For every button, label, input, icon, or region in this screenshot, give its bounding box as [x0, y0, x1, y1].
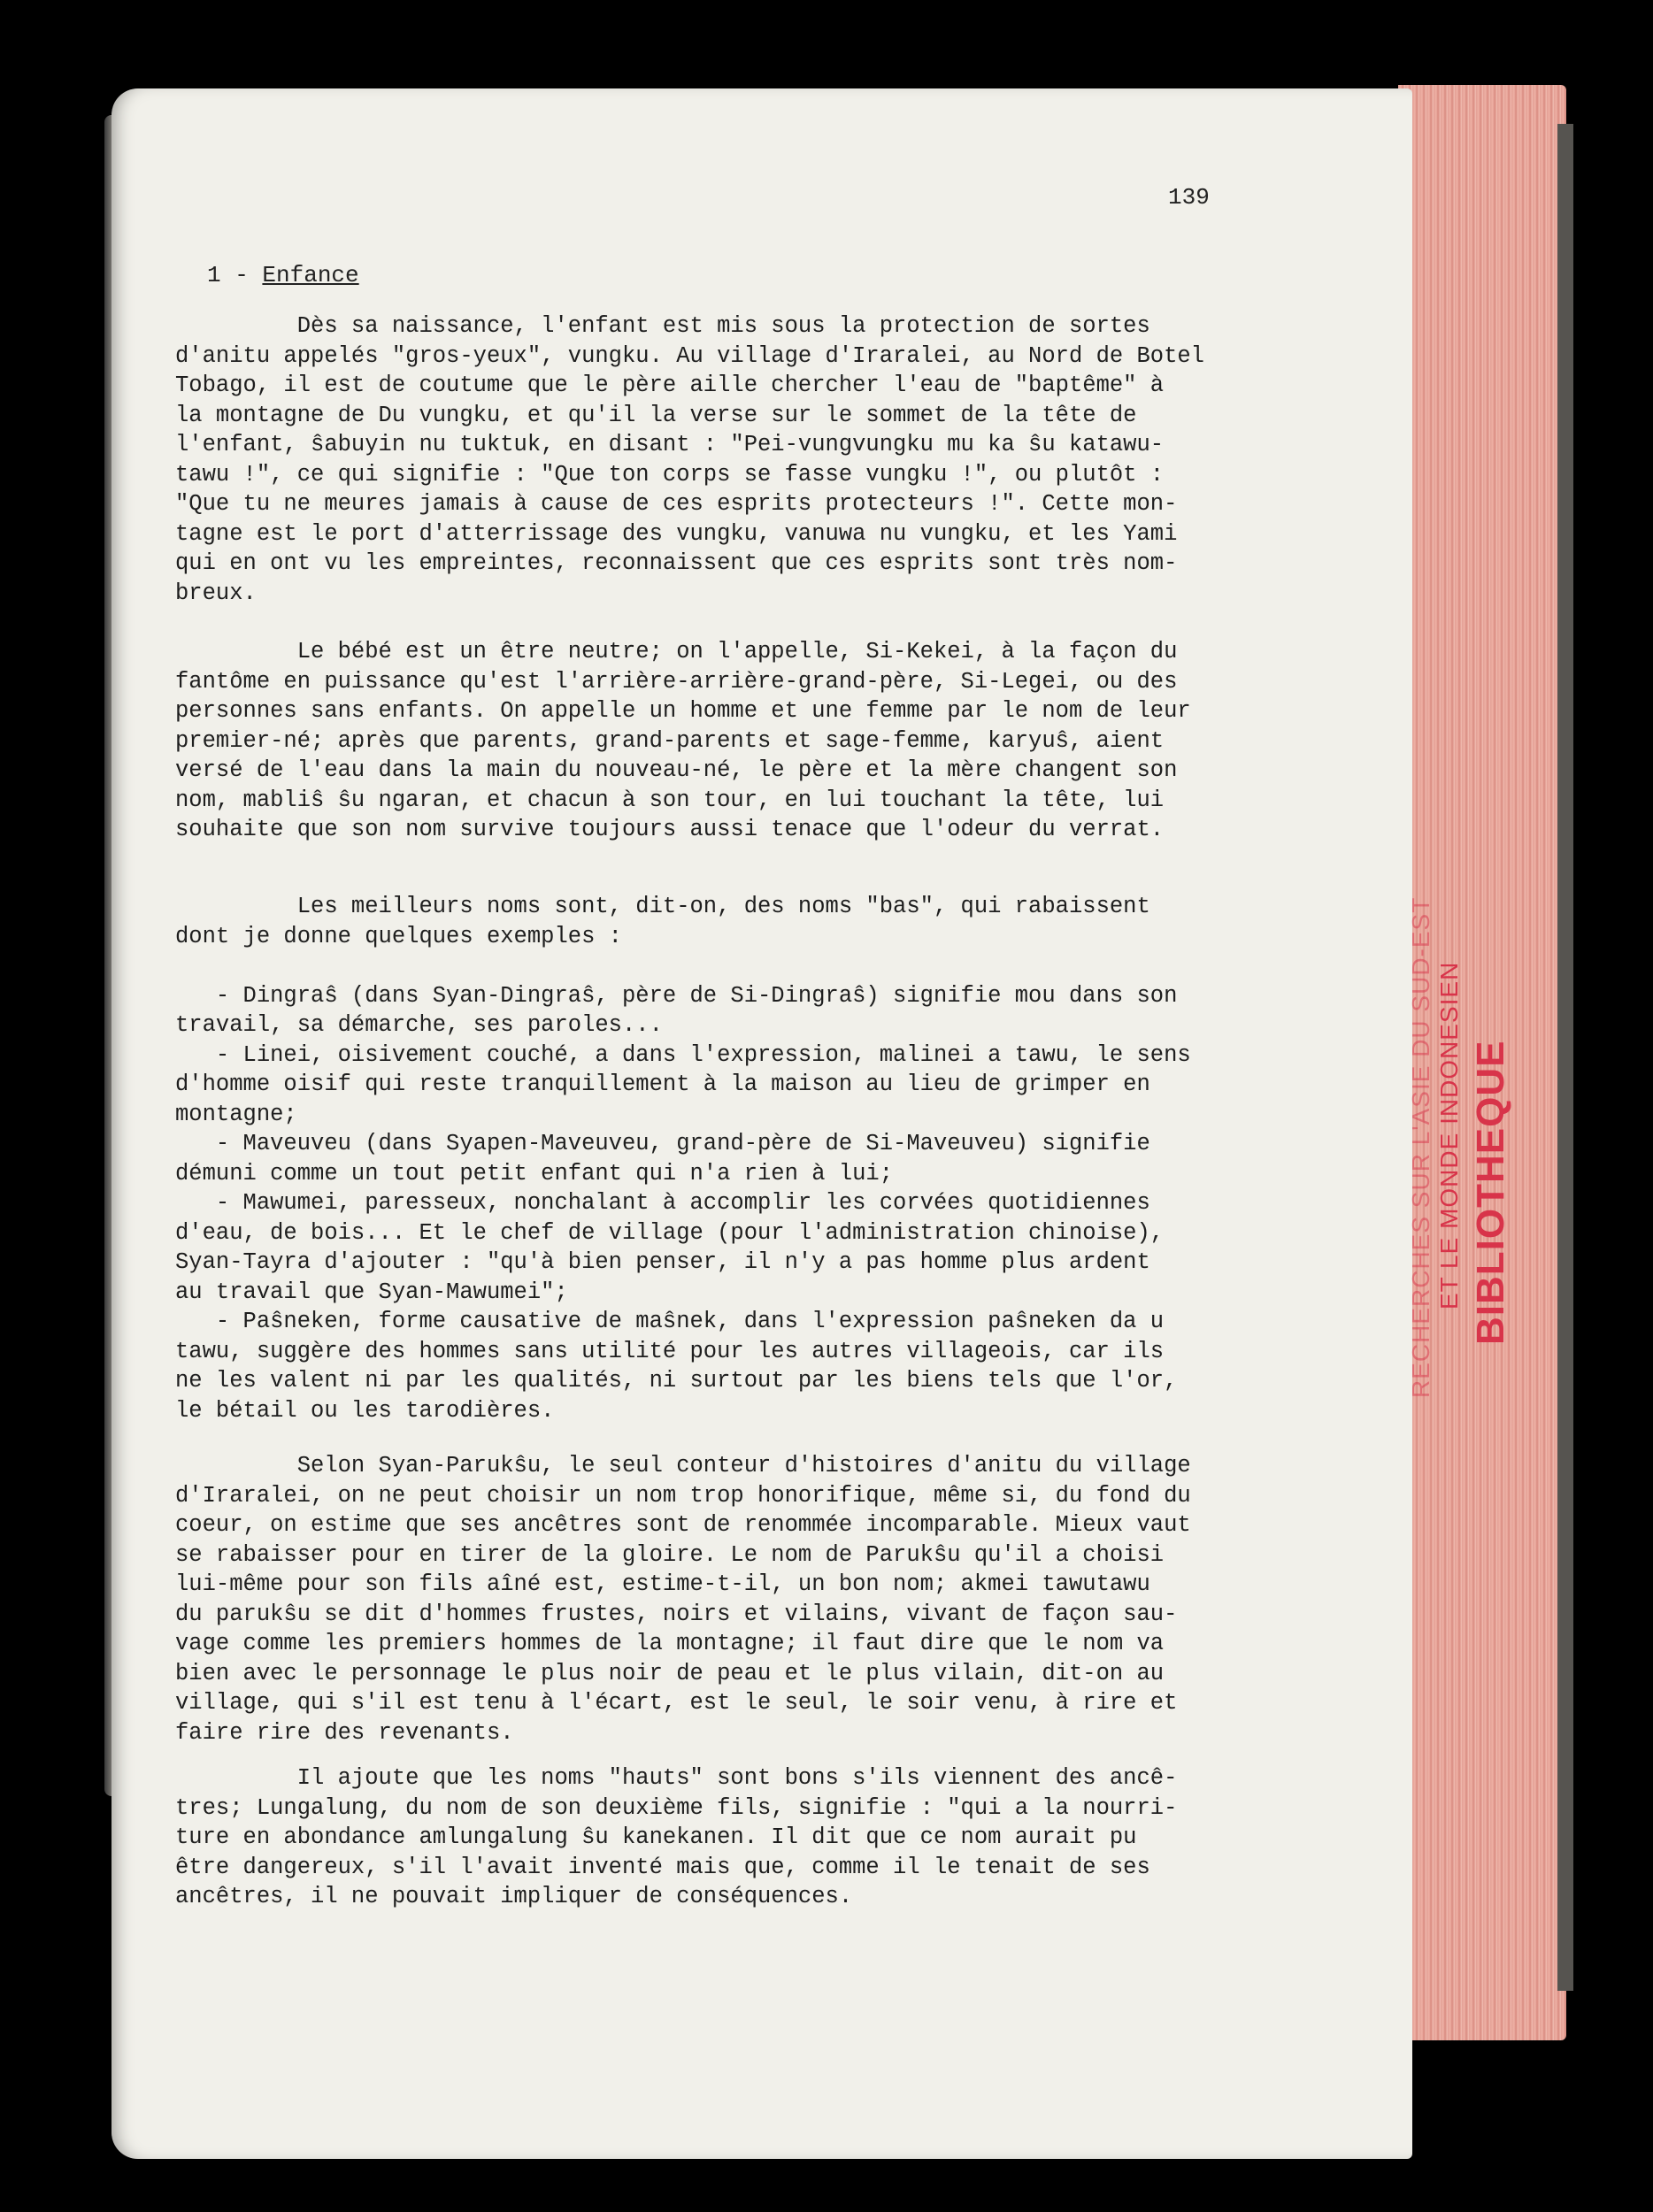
- text-line: breux.: [175, 580, 257, 606]
- text-line: versé de l'eau dans la main du nouveau-né, le père et la mère changent son: [175, 757, 1178, 783]
- text-line: d'eau, de bois... Et le chef de village (pour l'administration chinoise),: [175, 1219, 1165, 1246]
- text-line: - Linei, oisivement couché, a dans l'expression, malinei a tawu, le sens: [175, 1041, 1191, 1068]
- stamp-line-3: BIBLIOTHEQUE: [1469, 1040, 1512, 1345]
- text-line: - Paŝneken, forme causative de maŝnek, dans l'expression paŝneken da u: [175, 1309, 1165, 1334]
- text-line: l'enfant, ŝabuyin nu tuktuk, en disant : "Pei-vungvungku mu ka ŝu katawu-: [175, 432, 1165, 457]
- text-line: bien avec le personnage le plus noir de peau et le plus vilain, dit-on au: [175, 1660, 1165, 1686]
- page-number: 139: [1168, 184, 1210, 211]
- paragraph-5: [175, 1763, 1281, 1912]
- text-line: souhaite que son nom survive toujours aussi tenace que l'odeur du verrat.: [175, 817, 1165, 842]
- text-line: tagne est le port d'atterrissage des vungku, vanuwa nu vungku, et les Yami: [175, 520, 1178, 547]
- text-line: Dès sa naissance, l'enfant est mis sous la protection de sortes: [175, 313, 1150, 339]
- text-line: démuni comme un tout petit enfant qui n'a rien à lui;: [175, 1160, 894, 1187]
- text-line: ture en abondance amlungalung ŝu kanekanen. Il dit que ce nom aurait pu: [175, 1824, 1137, 1850]
- text-line: d'Iraralei, on ne peut choisir un nom trop honorifique, même si, du fond du: [175, 1482, 1191, 1509]
- text-line: travail, sa démarche, ses paroles...: [175, 1012, 663, 1038]
- text-line: d'homme oisif qui reste tranquillement à la maison au lieu de grimper en: [175, 1071, 1150, 1097]
- paragraph-4: [175, 1451, 1281, 1747]
- section-number: 1 -: [207, 262, 263, 288]
- text-line: se rabaisser pour en tirer de la gloire. Le nom de Parukŝu qu'il a choisi: [175, 1541, 1165, 1568]
- text-line: [175, 951, 1281, 981]
- text-line: fantôme en puissance qu'est l'arrière-arrière-grand-père, Si-Legei, ou des: [175, 668, 1178, 695]
- section-title: Enfance: [262, 262, 359, 288]
- text-line: Il ajoute que les noms "hauts" sont bons s'ils viennent des ancê-: [175, 1765, 1178, 1791]
- library-stamp: [1380, 896, 1540, 1398]
- text-line: Syan-Tayra d'ajouter : "qu'à bien penser, il n'y a pas homme plus ardent: [175, 1249, 1150, 1275]
- section-heading: [207, 262, 359, 288]
- text-line: nom, mabliŝ ŝu ngaran, et chacun à son tour, en lui touchant la tête, lui: [175, 787, 1165, 813]
- text-line: village, qui s'il est tenu à l'écart, est le seul, le soir venu, à rire et: [175, 1690, 1178, 1716]
- text-line: du parukŝu se dit d'hommes frustes, noirs et vilains, vivant de façon sau-: [175, 1601, 1178, 1627]
- book-cover-edge: [1557, 124, 1573, 1991]
- text-line: Les meilleurs noms sont, dit-on, des noms "bas", qui rabaissent: [175, 894, 1150, 919]
- text-line: être dangereux, s'il l'avait inventé mais que, comme il le tenait de ses: [175, 1854, 1150, 1880]
- text-line: Le bébé est un être neutre; on l'appelle, Si-Kekei, à la façon du: [175, 639, 1178, 664]
- text-line: Selon Syan-Parukŝu, le seul conteur d'histoires d'anitu du village: [175, 1453, 1191, 1479]
- paragraph-1: [175, 311, 1281, 608]
- text-line: dont je donne quelques exemples :: [175, 923, 622, 949]
- stamp-line-2: ET LE MONDE INDONESIEN: [1435, 961, 1463, 1310]
- stamp-line-1: RECHERCHES SUR L'ASIE DU SUD-EST: [1407, 896, 1434, 1398]
- text-line: Tobago, il est de coutume que le père aille chercher l'eau de "baptême" à: [175, 373, 1165, 398]
- paragraph-2: [175, 637, 1281, 845]
- text-line: tres; Lungalung, du nom de son deuxième fils, signifie : "qui a la nourri-: [175, 1794, 1178, 1821]
- text-line: la montagne de Du vungku, et qu'il la verse sur le sommet de la tête de: [175, 402, 1137, 428]
- text-line: coeur, on estime que ses ancêtres sont de renommée incomparable. Mieux vaut: [175, 1512, 1191, 1538]
- text-line: tawu, suggère des hommes sans utilité pour les autres villageois, car ils: [175, 1338, 1165, 1364]
- paragraph-3: [175, 892, 1281, 1425]
- text-line: tawu !", ce qui signifie : "Que ton corps se fasse vungku !", ou plutôt :: [175, 461, 1165, 488]
- text-line: qui en ont vu les empreintes, reconnaissent que ces esprits sont très nom-: [175, 550, 1178, 576]
- text-line: ancêtres, il ne pouvait impliquer de conséquences.: [175, 1884, 853, 1909]
- text-line: lui-même pour son fils aîné est, estime-t-il, un bon nom; akmei tawutawu: [175, 1571, 1150, 1597]
- text-line: faire rire des revenants.: [175, 1719, 514, 1746]
- text-line: - Dingraŝ (dans Syan-Dingraŝ, père de Si-Dingraŝ) signifie mou dans son: [175, 982, 1178, 1009]
- text-line: le bétail ou les tarodières.: [175, 1397, 555, 1424]
- text-line: - Maveuveu (dans Syapen-Maveuveu, grand-père de Si-Maveuveu) signifie: [175, 1131, 1150, 1156]
- text-line: vage comme les premiers hommes de la montagne; il faut dire que le nom va: [175, 1631, 1165, 1656]
- text-line: au travail que Syan-Mawumei";: [175, 1279, 568, 1305]
- text-line: "Que tu ne meures jamais à cause de ces esprits protecteurs !". Cette mon-: [175, 491, 1178, 517]
- text-line: premier-né; après que parents, grand-parents et sage-femme, karyuŝ, aient: [175, 727, 1165, 754]
- text-line: ne les valent ni par les qualités, ni surtout par les biens tels que l'or,: [175, 1368, 1178, 1394]
- text-line: montagne;: [175, 1101, 297, 1127]
- text-line: - Mawumei, paresseux, nonchalant à accomplir les corvées quotidiennes: [175, 1190, 1150, 1216]
- text-line: personnes sans enfants. On appelle un homme et une femme par le nom de leur: [175, 698, 1191, 724]
- text-line: d'anitu appelés "gros-yeux", vungku. Au village d'Iraralei, au Nord de Botel: [175, 342, 1204, 369]
